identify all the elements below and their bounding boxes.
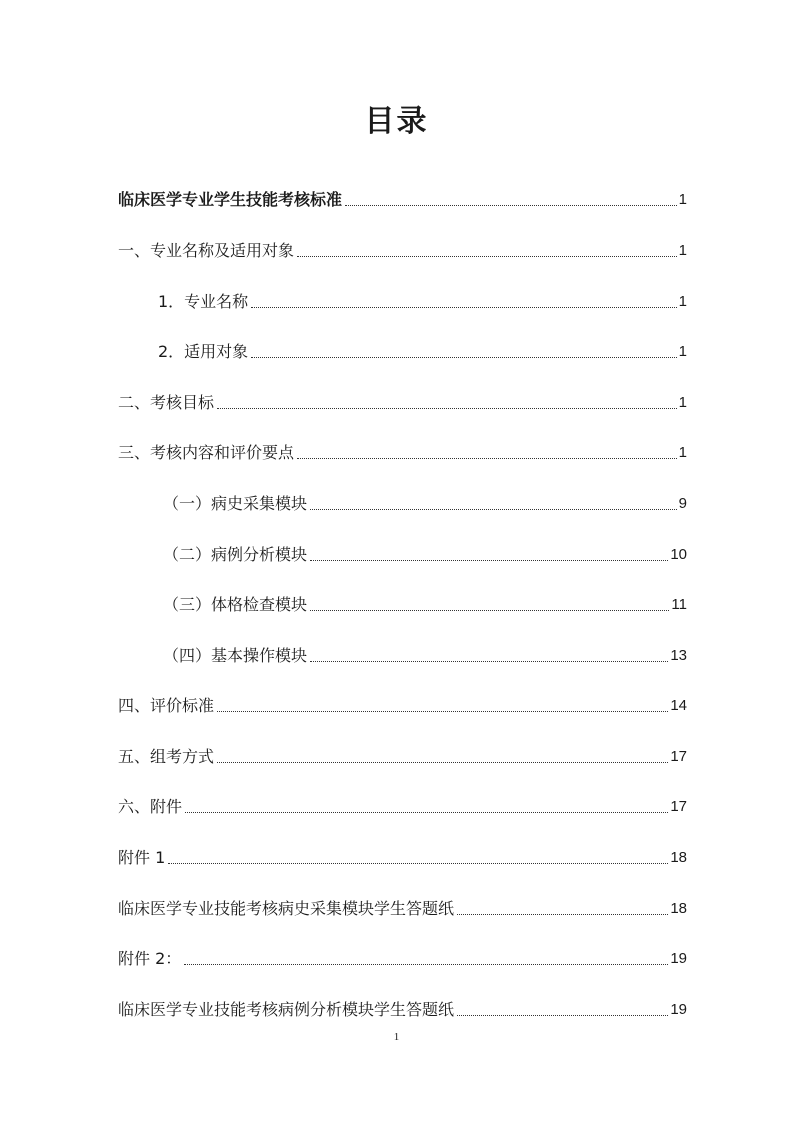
- toc-entry-section-3[interactable]: [118, 438, 687, 464]
- toc-entry-section-3-4[interactable]: [163, 641, 687, 667]
- toc-entry-appendix-2-title[interactable]: [118, 995, 687, 1021]
- toc-entry-page: 14: [670, 697, 687, 714]
- footer-page-number: 1: [393, 1031, 400, 1043]
- dot-leader: [184, 963, 668, 965]
- toc-entry-section-1-2[interactable]: [158, 337, 687, 363]
- toc-title: 目录: [364, 104, 429, 139]
- toc-entry-section-1-1[interactable]: [158, 287, 687, 313]
- toc-entry-page: 17: [670, 748, 687, 765]
- dot-leader: [297, 255, 677, 257]
- toc-entry-text: 临床医学专业学生技能考核标准: [118, 190, 343, 209]
- toc-entry-appendix-2[interactable]: [118, 944, 687, 970]
- toc-entry-text: 二、考核目标: [118, 393, 215, 412]
- toc-entry-text: 临床医学专业技能考核病史采集模块学生答题纸: [118, 899, 455, 918]
- dot-leader: [217, 761, 668, 763]
- toc-entry-section-6[interactable]: [118, 792, 687, 818]
- toc-entry-text: （三）体格检查模块: [163, 595, 308, 614]
- toc-entry-section-3-1[interactable]: [163, 489, 687, 515]
- toc-entry-text: 五、组考方式: [118, 747, 215, 766]
- dot-leader: [185, 811, 668, 813]
- toc-entry-page: 1: [678, 444, 687, 461]
- toc-entry-text: （一）病史采集模块: [163, 494, 308, 513]
- dot-leader: [457, 1014, 668, 1016]
- dot-leader: [310, 609, 669, 611]
- dot-leader: [310, 660, 668, 662]
- dot-leader: [251, 306, 676, 308]
- dot-leader: [217, 407, 677, 409]
- toc-entry-text: 四、评价标准: [118, 696, 215, 715]
- dot-leader: [251, 356, 676, 358]
- toc-entry-page: 1: [678, 191, 687, 208]
- dot-leader: [457, 913, 668, 915]
- toc-entry-text: 附件 2：: [118, 949, 182, 968]
- toc-entry-section-3-2[interactable]: [163, 540, 687, 566]
- dot-leader: [310, 559, 668, 561]
- toc-entry-page: 17: [670, 798, 687, 815]
- toc-entry-page: 10: [670, 546, 687, 563]
- toc-entry-page: 18: [670, 849, 687, 866]
- toc-entry-section-1[interactable]: [118, 236, 687, 262]
- toc-entry-skills-standard[interactable]: [118, 185, 687, 211]
- toc-entry-text: 三、考核内容和评价要点: [118, 443, 295, 462]
- dot-leader: [310, 508, 677, 510]
- dot-leader: [168, 862, 668, 864]
- toc-entry-text: 附件 1: [118, 848, 166, 867]
- toc-entry-page: 19: [670, 1001, 687, 1018]
- toc-entry-page: 19: [670, 950, 687, 967]
- toc-entry-section-4[interactable]: [118, 691, 687, 717]
- dot-leader: [345, 204, 677, 206]
- toc-entry-page: 9: [678, 495, 687, 512]
- toc-entry-text: 2．适用对象: [158, 342, 249, 361]
- toc-entry-text: （四）基本操作模块: [163, 646, 308, 665]
- toc-entry-page: 1: [678, 394, 687, 411]
- toc-entry-appendix-1[interactable]: [118, 843, 687, 869]
- toc-entry-page: 1: [678, 242, 687, 259]
- toc-entry-text: 一、专业名称及适用对象: [118, 241, 295, 260]
- toc-entry-section-3-3[interactable]: [163, 590, 687, 616]
- toc-entry-text: 1．专业名称: [158, 292, 249, 311]
- toc-entry-page: 1: [678, 343, 687, 360]
- dot-leader: [297, 457, 677, 459]
- toc-entry-page: 1: [678, 293, 687, 310]
- toc-entry-text: 临床医学专业技能考核病例分析模块学生答题纸: [118, 1000, 455, 1019]
- toc-entry-section-5[interactable]: [118, 742, 687, 768]
- toc-entry-page: 13: [670, 647, 687, 664]
- toc-entry-page: 11: [671, 596, 687, 613]
- dot-leader: [217, 710, 668, 712]
- toc-entry-section-2[interactable]: [118, 388, 687, 414]
- toc-entry-text: 六、附件: [118, 797, 183, 816]
- toc-entry-appendix-1-title[interactable]: [118, 894, 687, 920]
- toc-entry-text: （二）病例分析模块: [163, 545, 308, 564]
- toc-entry-page: 18: [670, 900, 687, 917]
